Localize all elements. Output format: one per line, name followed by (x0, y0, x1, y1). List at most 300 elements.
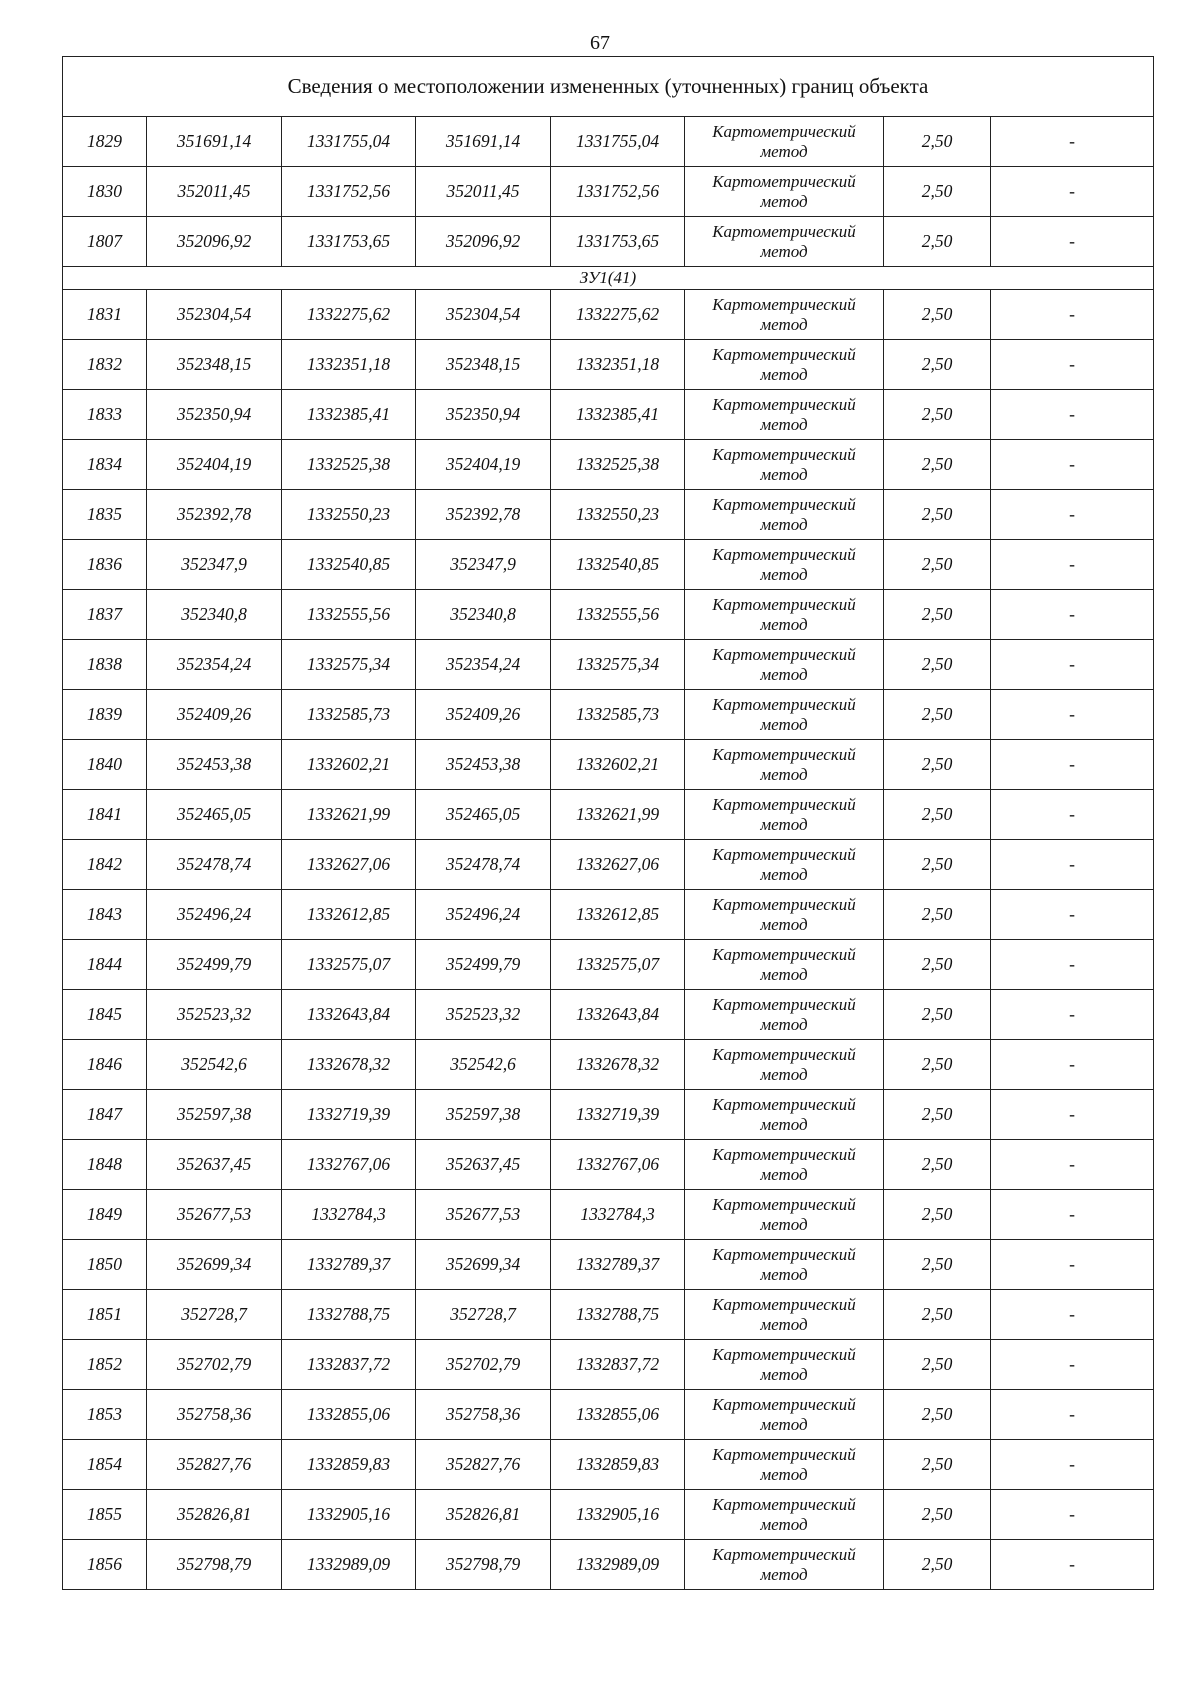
method-line-1: Картометрический (712, 544, 856, 564)
new-y-cell: 1332788,75 (551, 1290, 685, 1340)
accuracy-cell: 2,50 (884, 290, 991, 340)
note-cell: - (991, 1540, 1154, 1590)
method-cell (685, 490, 884, 540)
table-row (63, 490, 1154, 540)
existing-y-cell: 1332788,75 (282, 1290, 416, 1340)
point-number-cell: 1807 (63, 217, 147, 267)
point-number-cell: 1830 (63, 167, 147, 217)
new-x-cell: 352478,74 (416, 840, 551, 890)
existing-y-cell: 1332837,72 (282, 1340, 416, 1390)
method-cell (685, 117, 884, 167)
existing-x-cell: 352827,76 (147, 1440, 282, 1490)
accuracy-cell: 2,50 (884, 1040, 991, 1090)
method-line-1: Картометрический (712, 894, 856, 914)
note-cell: - (991, 740, 1154, 790)
method-line-1: Картометрический (712, 1044, 856, 1064)
table-row (63, 740, 1154, 790)
method-line-1: Картометрический (712, 394, 856, 414)
existing-x-cell: 352758,36 (147, 1390, 282, 1440)
point-number-cell: 1841 (63, 790, 147, 840)
existing-x-cell: 352340,8 (147, 590, 282, 640)
new-y-cell: 1332627,06 (551, 840, 685, 890)
note-cell: - (991, 840, 1154, 890)
method-line-1: Картометрический (712, 1444, 856, 1464)
point-number-cell: 1836 (63, 540, 147, 590)
new-x-cell: 352392,78 (416, 490, 551, 540)
method-line-2: метод (760, 314, 808, 334)
new-x-cell: 352350,94 (416, 390, 551, 440)
note-cell: - (991, 940, 1154, 990)
new-x-cell: 352827,76 (416, 1440, 551, 1490)
table-row (63, 1290, 1154, 1340)
table-row (63, 1190, 1154, 1240)
method-cell (685, 1540, 884, 1590)
new-x-cell: 352677,53 (416, 1190, 551, 1240)
existing-x-cell: 352350,94 (147, 390, 282, 440)
new-y-cell: 1332351,18 (551, 340, 685, 390)
new-x-cell: 352409,26 (416, 690, 551, 740)
method-cell (685, 690, 884, 740)
existing-y-cell: 1332540,85 (282, 540, 416, 590)
note-cell: - (991, 167, 1154, 217)
method-line-2: метод (760, 964, 808, 984)
existing-x-cell: 352597,38 (147, 1090, 282, 1140)
section-label: ЗУ1(41) (63, 267, 1154, 290)
point-number-cell: 1853 (63, 1390, 147, 1440)
new-x-cell: 351691,14 (416, 117, 551, 167)
table-row (63, 890, 1154, 940)
new-x-cell: 352826,81 (416, 1490, 551, 1540)
new-x-cell: 352348,15 (416, 340, 551, 390)
accuracy-cell: 2,50 (884, 640, 991, 690)
accuracy-cell: 2,50 (884, 590, 991, 640)
method-line-2: метод (760, 191, 808, 211)
existing-y-cell: 1332905,16 (282, 1490, 416, 1540)
table-row (63, 990, 1154, 1040)
method-cell (685, 990, 884, 1040)
accuracy-cell: 2,50 (884, 217, 991, 267)
existing-x-cell: 352392,78 (147, 490, 282, 540)
accuracy-cell: 2,50 (884, 340, 991, 390)
existing-x-cell: 352496,24 (147, 890, 282, 940)
table-row (63, 1090, 1154, 1140)
point-number-cell: 1846 (63, 1040, 147, 1090)
method-cell (685, 440, 884, 490)
table-body (63, 57, 1154, 1590)
accuracy-cell: 2,50 (884, 167, 991, 217)
method-line-1: Картометрический (712, 494, 856, 514)
point-number-cell: 1850 (63, 1240, 147, 1290)
existing-x-cell: 352096,92 (147, 217, 282, 267)
existing-x-cell: 352465,05 (147, 790, 282, 840)
new-x-cell: 352637,45 (416, 1140, 551, 1190)
new-x-cell: 352465,05 (416, 790, 551, 840)
method-line-1: Картометрический (712, 944, 856, 964)
method-cell (685, 1390, 884, 1440)
table-row (63, 690, 1154, 740)
new-y-cell: 1332275,62 (551, 290, 685, 340)
table-row (63, 1490, 1154, 1540)
point-number-cell: 1856 (63, 1540, 147, 1590)
method-line-2: метод (760, 364, 808, 384)
new-y-cell: 1332905,16 (551, 1490, 685, 1540)
method-line-2: метод (760, 914, 808, 934)
method-line-2: метод (760, 1114, 808, 1134)
accuracy-cell: 2,50 (884, 1540, 991, 1590)
existing-y-cell: 1332767,06 (282, 1140, 416, 1190)
new-y-cell: 1331753,65 (551, 217, 685, 267)
accuracy-cell: 2,50 (884, 1190, 991, 1240)
new-y-cell: 1332784,3 (551, 1190, 685, 1240)
table-row (63, 440, 1154, 490)
table-title-row (63, 57, 1154, 117)
method-line-1: Картометрический (712, 344, 856, 364)
new-x-cell: 352542,6 (416, 1040, 551, 1090)
point-number-cell: 1848 (63, 1140, 147, 1190)
table-row (63, 590, 1154, 640)
accuracy-cell: 2,50 (884, 1140, 991, 1190)
point-number-cell: 1854 (63, 1440, 147, 1490)
method-line-1: Картометрический (712, 1544, 856, 1564)
existing-y-cell: 1332989,09 (282, 1540, 416, 1590)
accuracy-cell: 2,50 (884, 490, 991, 540)
method-line-1: Картометрический (712, 594, 856, 614)
table-row (63, 1540, 1154, 1590)
accuracy-cell: 2,50 (884, 390, 991, 440)
existing-y-cell: 1332575,34 (282, 640, 416, 690)
new-x-cell: 352453,38 (416, 740, 551, 790)
point-number-cell: 1843 (63, 890, 147, 940)
point-number-cell: 1851 (63, 1290, 147, 1340)
existing-x-cell: 352702,79 (147, 1340, 282, 1390)
accuracy-cell: 2,50 (884, 1490, 991, 1540)
method-line-2: метод (760, 1414, 808, 1434)
method-line-2: метод (760, 241, 808, 261)
existing-y-cell: 1332643,84 (282, 990, 416, 1040)
method-line-1: Картометрический (712, 1394, 856, 1414)
existing-x-cell: 352453,38 (147, 740, 282, 790)
existing-y-cell: 1332621,99 (282, 790, 416, 840)
method-line-1: Картометрический (712, 644, 856, 664)
new-x-cell: 352798,79 (416, 1540, 551, 1590)
new-y-cell: 1332837,72 (551, 1340, 685, 1390)
note-cell: - (991, 217, 1154, 267)
method-line-2: метод (760, 464, 808, 484)
point-number-cell: 1832 (63, 340, 147, 390)
existing-y-cell: 1331753,65 (282, 217, 416, 267)
new-y-cell: 1332643,84 (551, 990, 685, 1040)
existing-y-cell: 1331755,04 (282, 117, 416, 167)
existing-y-cell: 1332859,83 (282, 1440, 416, 1490)
point-number-cell: 1840 (63, 740, 147, 790)
method-line-2: метод (760, 714, 808, 734)
method-cell (685, 1340, 884, 1390)
accuracy-cell: 2,50 (884, 1340, 991, 1390)
table-row (63, 1140, 1154, 1190)
new-x-cell: 352011,45 (416, 167, 551, 217)
existing-y-cell: 1332351,18 (282, 340, 416, 390)
new-y-cell: 1332859,83 (551, 1440, 685, 1490)
table-row (63, 390, 1154, 440)
new-y-cell: 1331755,04 (551, 117, 685, 167)
existing-y-cell: 1332784,3 (282, 1190, 416, 1240)
point-number-cell: 1838 (63, 640, 147, 690)
method-cell (685, 890, 884, 940)
method-line-1: Картометрический (712, 1494, 856, 1514)
existing-x-cell: 352699,34 (147, 1240, 282, 1290)
method-line-2: метод (760, 864, 808, 884)
note-cell: - (991, 790, 1154, 840)
note-cell: - (991, 540, 1154, 590)
existing-x-cell: 352542,6 (147, 1040, 282, 1090)
existing-x-cell: 352348,15 (147, 340, 282, 390)
new-x-cell: 352702,79 (416, 1340, 551, 1390)
table-row (63, 217, 1154, 267)
existing-y-cell: 1332855,06 (282, 1390, 416, 1440)
accuracy-cell: 2,50 (884, 790, 991, 840)
point-number-cell: 1833 (63, 390, 147, 440)
point-number-cell: 1835 (63, 490, 147, 540)
method-line-1: Картометрический (712, 694, 856, 714)
table-title: Сведения о местоположении измененных (уточненных) границ объекта (63, 57, 1154, 117)
new-y-cell: 1332555,56 (551, 590, 685, 640)
note-cell: - (991, 1240, 1154, 1290)
new-y-cell: 1332789,37 (551, 1240, 685, 1290)
accuracy-cell: 2,50 (884, 1290, 991, 1340)
note-cell: - (991, 1290, 1154, 1340)
new-x-cell: 352404,19 (416, 440, 551, 490)
new-x-cell: 352758,36 (416, 1390, 551, 1440)
method-line-1: Картометрический (712, 1094, 856, 1114)
page-number: 67 (590, 32, 610, 54)
note-cell: - (991, 1340, 1154, 1390)
existing-y-cell: 1331752,56 (282, 167, 416, 217)
accuracy-cell: 2,50 (884, 1240, 991, 1290)
existing-x-cell: 352304,54 (147, 290, 282, 340)
existing-y-cell: 1332550,23 (282, 490, 416, 540)
new-y-cell: 1332678,32 (551, 1040, 685, 1090)
method-cell (685, 540, 884, 590)
table-row (63, 1440, 1154, 1490)
accuracy-cell: 2,50 (884, 690, 991, 740)
new-y-cell: 1332621,99 (551, 790, 685, 840)
method-cell (685, 590, 884, 640)
method-line-2: метод (760, 564, 808, 584)
new-x-cell: 352699,34 (416, 1240, 551, 1290)
existing-x-cell: 352409,26 (147, 690, 282, 740)
new-y-cell: 1332385,41 (551, 390, 685, 440)
new-y-cell: 1332989,09 (551, 1540, 685, 1590)
note-cell: - (991, 390, 1154, 440)
point-number-cell: 1839 (63, 690, 147, 740)
new-x-cell: 352496,24 (416, 890, 551, 940)
method-line-2: метод (760, 414, 808, 434)
method-line-2: метод (760, 1164, 808, 1184)
method-cell (685, 1040, 884, 1090)
point-number-cell: 1845 (63, 990, 147, 1040)
existing-x-cell: 352826,81 (147, 1490, 282, 1540)
accuracy-cell: 2,50 (884, 1090, 991, 1140)
table-row (63, 340, 1154, 390)
method-line-1: Картометрический (712, 171, 856, 191)
new-x-cell: 352499,79 (416, 940, 551, 990)
existing-x-cell: 352637,45 (147, 1140, 282, 1190)
existing-y-cell: 1332627,06 (282, 840, 416, 890)
note-cell: - (991, 640, 1154, 690)
point-number-cell: 1829 (63, 117, 147, 167)
point-number-cell: 1831 (63, 290, 147, 340)
method-line-1: Картометрический (712, 1244, 856, 1264)
method-cell (685, 640, 884, 690)
method-cell (685, 340, 884, 390)
note-cell: - (991, 117, 1154, 167)
table-row (63, 290, 1154, 340)
point-number-cell: 1837 (63, 590, 147, 640)
existing-y-cell: 1332612,85 (282, 890, 416, 940)
method-cell (685, 290, 884, 340)
point-number-cell: 1844 (63, 940, 147, 990)
method-line-1: Картометрический (712, 1344, 856, 1364)
table-row (63, 640, 1154, 690)
new-y-cell: 1332612,85 (551, 890, 685, 940)
existing-y-cell: 1332719,39 (282, 1090, 416, 1140)
new-x-cell: 352354,24 (416, 640, 551, 690)
existing-x-cell: 352011,45 (147, 167, 282, 217)
note-cell: - (991, 1090, 1154, 1140)
method-line-1: Картометрический (712, 294, 856, 314)
table-row (63, 1340, 1154, 1390)
method-cell (685, 1140, 884, 1190)
section-header-row (63, 267, 1154, 290)
existing-y-cell: 1332575,07 (282, 940, 416, 990)
new-x-cell: 352096,92 (416, 217, 551, 267)
new-y-cell: 1332585,73 (551, 690, 685, 740)
method-line-1: Картометрический (712, 794, 856, 814)
accuracy-cell: 2,50 (884, 890, 991, 940)
table-row (63, 940, 1154, 990)
accuracy-cell: 2,50 (884, 540, 991, 590)
existing-y-cell: 1332525,38 (282, 440, 416, 490)
method-cell (685, 1090, 884, 1140)
new-y-cell: 1332855,06 (551, 1390, 685, 1440)
note-cell: - (991, 1490, 1154, 1540)
accuracy-cell: 2,50 (884, 840, 991, 890)
method-line-2: метод (760, 1364, 808, 1384)
existing-y-cell: 1332555,56 (282, 590, 416, 640)
existing-x-cell: 352404,19 (147, 440, 282, 490)
point-number-cell: 1852 (63, 1340, 147, 1390)
existing-y-cell: 1332585,73 (282, 690, 416, 740)
method-line-2: метод (760, 1514, 808, 1534)
accuracy-cell: 2,50 (884, 1440, 991, 1490)
note-cell: - (991, 1190, 1154, 1240)
table-row (63, 167, 1154, 217)
method-line-2: метод (760, 1314, 808, 1334)
method-cell (685, 390, 884, 440)
method-line-2: метод (760, 1264, 808, 1284)
accuracy-cell: 2,50 (884, 990, 991, 1040)
table-row (63, 1040, 1154, 1090)
new-x-cell: 352728,7 (416, 1290, 551, 1340)
method-cell (685, 1440, 884, 1490)
new-x-cell: 352347,9 (416, 540, 551, 590)
table-row (63, 790, 1154, 840)
method-cell (685, 1490, 884, 1540)
note-cell: - (991, 1390, 1154, 1440)
method-line-2: метод (760, 1064, 808, 1084)
new-y-cell: 1332575,07 (551, 940, 685, 990)
note-cell: - (991, 290, 1154, 340)
new-y-cell: 1332575,34 (551, 640, 685, 690)
method-line-2: метод (760, 141, 808, 161)
existing-y-cell: 1332789,37 (282, 1240, 416, 1290)
method-line-1: Картометрический (712, 121, 856, 141)
method-line-1: Картометрический (712, 1194, 856, 1214)
accuracy-cell: 2,50 (884, 1390, 991, 1440)
note-cell: - (991, 690, 1154, 740)
note-cell: - (991, 490, 1154, 540)
method-line-2: метод (760, 664, 808, 684)
point-number-cell: 1842 (63, 840, 147, 890)
method-cell (685, 1290, 884, 1340)
new-y-cell: 1332719,39 (551, 1090, 685, 1140)
new-y-cell: 1331752,56 (551, 167, 685, 217)
point-number-cell: 1855 (63, 1490, 147, 1540)
note-cell: - (991, 1140, 1154, 1190)
note-cell: - (991, 340, 1154, 390)
existing-x-cell: 352347,9 (147, 540, 282, 590)
method-cell (685, 740, 884, 790)
method-cell (685, 1190, 884, 1240)
method-line-2: метод (760, 1214, 808, 1234)
method-cell (685, 840, 884, 890)
note-cell: - (991, 1440, 1154, 1490)
existing-x-cell: 352478,74 (147, 840, 282, 890)
existing-x-cell: 352798,79 (147, 1540, 282, 1590)
existing-x-cell: 352728,7 (147, 1290, 282, 1340)
existing-x-cell: 352354,24 (147, 640, 282, 690)
accuracy-cell: 2,50 (884, 117, 991, 167)
accuracy-cell: 2,50 (884, 940, 991, 990)
method-line-2: метод (760, 1014, 808, 1034)
method-cell (685, 1240, 884, 1290)
accuracy-cell: 2,50 (884, 440, 991, 490)
new-x-cell: 352597,38 (416, 1090, 551, 1140)
method-line-2: метод (760, 1464, 808, 1484)
existing-x-cell: 351691,14 (147, 117, 282, 167)
method-cell (685, 167, 884, 217)
table-row (63, 117, 1154, 167)
method-line-1: Картометрический (712, 444, 856, 464)
point-number-cell: 1849 (63, 1190, 147, 1240)
method-line-1: Картометрический (712, 844, 856, 864)
note-cell: - (991, 990, 1154, 1040)
method-line-2: метод (760, 614, 808, 634)
existing-y-cell: 1332602,21 (282, 740, 416, 790)
note-cell: - (991, 440, 1154, 490)
table-row (63, 840, 1154, 890)
boundary-coordinates-table (62, 56, 1154, 1590)
new-x-cell: 352523,32 (416, 990, 551, 1040)
new-y-cell: 1332767,06 (551, 1140, 685, 1190)
existing-y-cell: 1332385,41 (282, 390, 416, 440)
method-line-1: Картометрический (712, 744, 856, 764)
method-line-1: Картометрический (712, 1144, 856, 1164)
existing-x-cell: 352677,53 (147, 1190, 282, 1240)
method-cell (685, 940, 884, 990)
method-cell (685, 790, 884, 840)
note-cell: - (991, 590, 1154, 640)
